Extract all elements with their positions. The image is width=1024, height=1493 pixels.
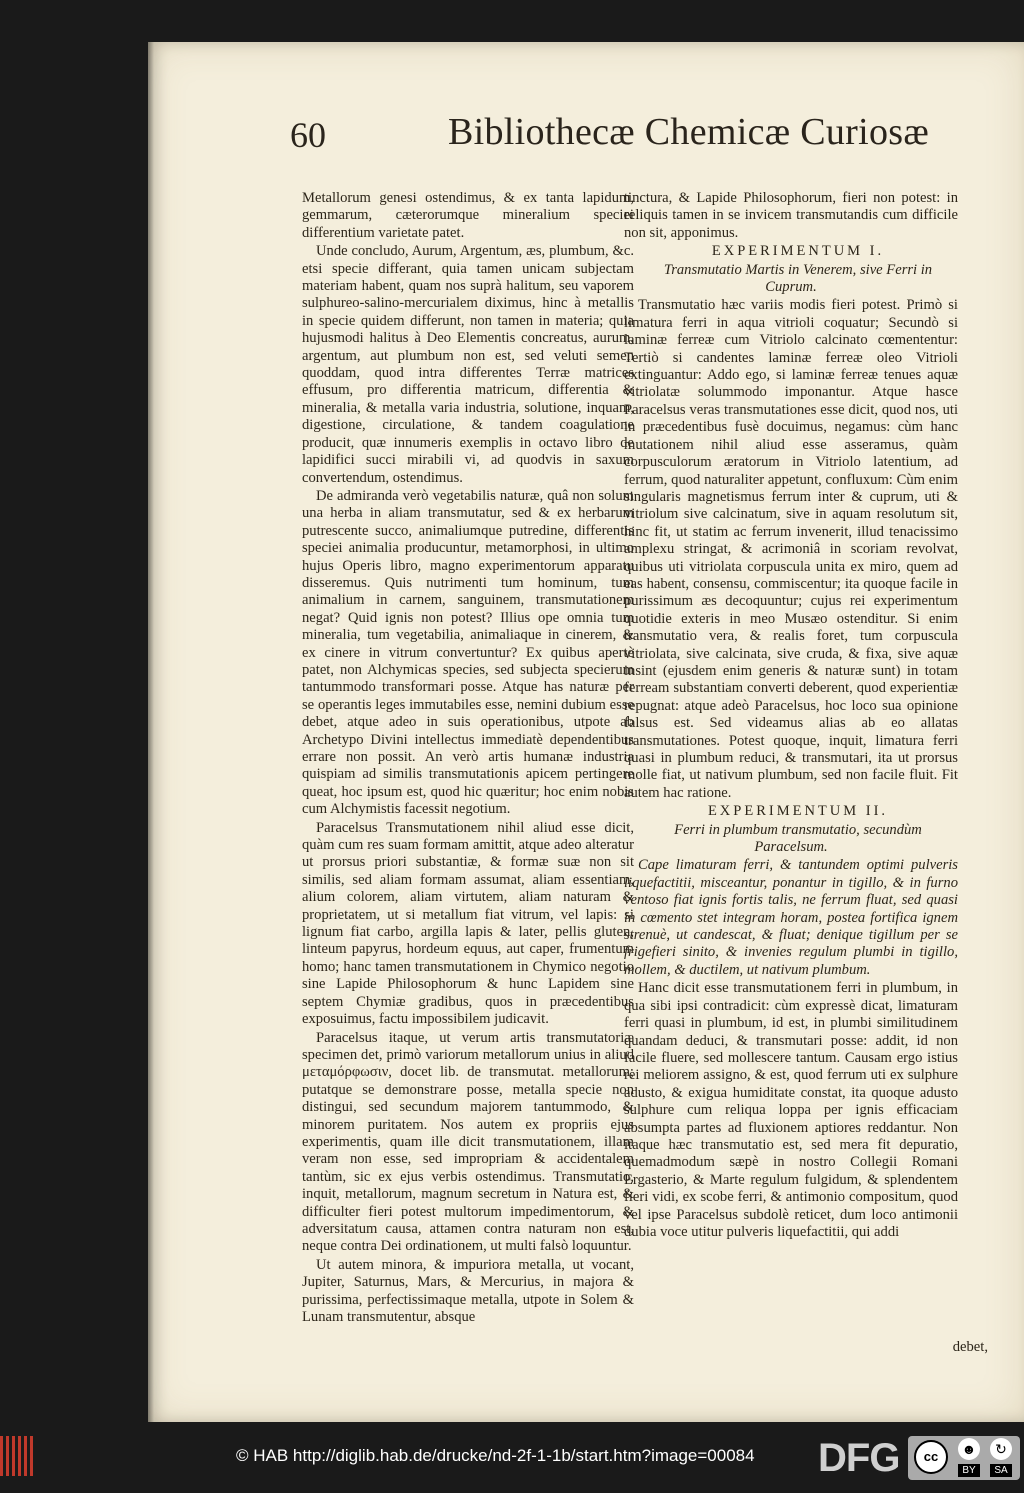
left-column (302, 190, 634, 1335)
experiment-1-title: Transmutatio Martis in Venerem, sive Ferri in Cuprum. (663, 261, 933, 296)
cc-license-badge[interactable] (908, 1436, 1020, 1480)
attribution-icon: ☻ (958, 1438, 980, 1460)
left-paragraph-5: Paracelsus itaque, ut verum artis transmutatoriæ specimen det, primò variorum metallorum unius in aliud μεταμόρφωσιν, docet lib. de transmutat. metallorum; putatque se demonstrare posse, metalla specie non distingui, sed secundum majorem tantummodo, & minorem puritatem. Nos autem ex propriis ejus experimentis, quam ille dicit transmutationem, illam veram non esse, sed impropriam & accidentalem tantùm, sic ex ejus verbis ostendimus. Transmutatio, inquit, metallorum, magnum secretum in Natura est, & difficulter fieri potest multorum impedimentorum, & adversitatum causa, attamen contra naturam non est, neque contra Dei ordinationem, ut multi falsò loquuntur. (302, 1029, 634, 1255)
running-title: Bibliothecæ Chemicæ Curiosæ (448, 111, 929, 153)
left-paragraph-3: De admiranda verò vegetabilis naturæ, quâ non solum una herba in aliam transmutatur, sed & ex herbarum putrescente succo, animaliumque putredine, differentis speciei animalia producuntur, metamorphosi, in ultimo hujus Operis libro, magno experimentorum apparatu disseremus. Quis nutrimenti tum hominum, tum animalium in carnem, sanguinem, transmutationem negat? Quid ignis non potest? Illius ope omnia tum mineralia, tum vegetabilia, animaliaque in cinerem, & ex cinere in vitrum convertuntur? Ex quibus apertè patet, non Alchymicas species, sed subjecta specierum tantummodo transformari posse. Atque has naturæ per se operantis leges immutabiles esse, nemini dubium esse debet, atque adeo in suis operationibus, utpote ab Archetypo Divini intellectus immediatè dependentibus errare non possit. An verò artis humanæ industria quispiam ad similis transmutationis apicem pertingere queat, hoc ipsum est, quod hic quæritur; hoc enim nobis cum Alchymistis facessit negotium. (302, 487, 634, 818)
page-number: 60 (290, 115, 326, 155)
left-paragraph-2: Unde concludo, Aurum, Argentum, æs, plumbum, &c. etsi specie differant, quia tamen unicam subjectam materiam habent, quam nos suprà halitum, seu vaporem sulphureo-salino-mercurialem diximus, hinc à metallis in specie quidem differunt, non tamen in materia; quia hujusmodi halitus à Deo Elementis concreatus, aurum, argentum, aut plumbum non est, sed veluti semen quoddam, quod intra differentes Terræ matrices effusum, pro differentia matricum, differentia & mineralia, & metalla varia industria, solutione, inquam, digestione, circulatione, & tandem coagulatione producit, quæ innumeris exemplis in octavo libro de lapidifici succi mirabili vi, ad quodvis in saxum convertendum, ostendimus. (302, 243, 634, 486)
experiment-1-text: Transmutatio hæc variis modis fieri potest. Primò si limatura ferri in aqua vitrioli coquatur; Secundò si laminæ ferreæ cum Vitriolo calcinato cœmententur: Tertiò si candentes laminæ ferreæ oleo Vitrioli extinguantur: Addo ego, si laminæ ferreæ tenues aquæ vitriolatæ solummodo imponantur. Atque hasce Paracelsus veras transmutationes esse dicit, quod nos, uti in præcedentibus fusè docuimus, negamus: cùm hanc mutationem nihil aliud esse asseramus, quàm corpusculorum æratorum in Vitriolo latentium, ad ferrum, quod naturaliter appetunt, confluxum: Cùm enim singularis magnetismus ferrum inter & cuprum, uti & vitriolum sive calcinatum, sive in aquam resolutum sit, hinc fit, ut statim ac ferrum invenerit, illud tenacissimo amplexu stringat, & acrimoniâ in scoriam revolvat, quibus uti vitriolata corpuscula unita ex miro, quem ad eas habent, consensu, commiscentur; ita quoque facile in purissimum æs decoquuntur; cujus rei experimentum quotidie exteris in meo Musæo ostenditur. Si enim transmutatio vera, & realis foret, tum corpuscula vitriolata, sive calcinata, sive cruda, & fixa, sive aquæ insint (ejusdem enim generis & naturæ sunt) in totam ferream substantiam converti deberent, quod experientiæ repugnat: atque adeò Paracelsus, hoc loco sua opinione falsus est. Sed videamus alias ab eo allatas transmutationes. Potest quoque, inquit, limatura ferri quasi in plumbum reduci, & transmutari, ita ut prorsus molle fiat, ut nativum plumbum, sed non facile fluit. Fit autem hac ratione. (624, 297, 958, 801)
right-column (624, 190, 958, 1335)
right-intro: tinctura, & Lapide Philosophorum, fieri non potest: in reliquis tamen in se invicem transmutandis cum difficile non sit, apponimus. (624, 190, 958, 241)
experiment-2-heading: EXPERIMENTUM II. (707, 803, 889, 820)
left-paragraph-6: Ut autem minora, & impuriora metalla, ut vocant, Jupiter, Saturnus, Mars, & Mercurius, in majora & purissima, perfectissimaque metalla, utpote in Solem & Lunam transmutentur, absque (302, 1256, 634, 1325)
barcode-icon (0, 1436, 34, 1476)
dfg-logo: DFG (818, 1436, 900, 1480)
catchword: debet, (952, 1339, 988, 1355)
experiment-1-heading: EXPERIMENTUM I. (711, 243, 885, 260)
experiment-2-text: Hanc dicit esse transmutationem ferri in plumbum, in qua sibi ipsi contradicit: cùm expressè dicat, limaturam ferri quasi in plumbum, id est, in plumbi similitudinem quandam deduci, & transmutari posse: addit, id non facile fluere, sed mollescere tantum. Causam ergo istius rei meliorem assigno, & est, quod ferrum uti ex sulphure adusto, & exigua humiditate constat, ita quoque adusto sulphure cum reliqua loppa per ignis efficaciam absumpta partes ad fluxionem aptiores reddantur. Non itaque hæc transmutatio est, sed mera fit depuratio, quemadmodum sæpè in nostro Collegii Romani Ergasterio, & Marte regulum fulgidum, & splendentem fieri vidi, ex scobe ferri, & antimonio compositum, quod vel ipse Paracelsus subdolè reticet, dum loco antimonii dubia voce utitur pulveris liquefactitii, qui addi (624, 980, 958, 1240)
experiment-2-recipe: Cape limaturam ferri, & tantundem optimi pulveris liquefactitii, misceantur, ponantur in tigillo, & in furno ventoso fiat ignis fortis talis, ne ferrum fluat, sed quasi in cœmento stet integram horam, postea fortifica ignem strenuè, ut candescat, & fluat; denique tigillum per se frigefieri sinito, & invenies regulum plumbi in tigillo, mollem, & ductilem, ut nativum plumbum. (624, 857, 958, 978)
spine-shadow (148, 42, 154, 1422)
viewer-footer (0, 1424, 1024, 1493)
book-page (148, 42, 1024, 1422)
sa-label: SA (990, 1464, 1012, 1477)
left-paragraph-1: Metallorum genesi ostendimus, & ex tanta lapidum, gemmarum, cæterorumque mineralium speciei differentium varietate patet. (302, 190, 634, 241)
left-paragraph-4: Paracelsus Transmutationem nihil aliud esse dicit, quàm cum res suam formam amittit, atque adeo alteratur ut prorsus priori substantiæ, & formæ suæ non sit similis, sed aliam formam assumat, aliam essentiam, alium colorem, aliam virtutem, aliam naturam & proprietatem, ut si metallum fiat vitrum, vel lapis: si lignum fiat carbo, argilla lapis & later, pellis gluten, linteum papyrus, hordeum equus, aut caper, frumentum homo; hanc tamen transmutationem in Chymico negotio sine Lapide Philosophorum & hunc Lapidem sine septem Chymiæ gradibus, quos in præcedentibus exposuimus, factu impossibilem judicavit. (302, 819, 634, 1028)
share-alike-icon: ↻ (990, 1438, 1012, 1460)
experiment-2-title: Ferri in plumbum transmutatio, secundùm Paracelsum. (674, 821, 922, 856)
by-label: BY (958, 1464, 980, 1477)
cc-icon: cc (914, 1440, 948, 1474)
copyright-url[interactable]: © HAB http://diglib.hab.de/drucke/nd-2f-1-1b/start.htm?image=00084 (236, 1446, 755, 1465)
